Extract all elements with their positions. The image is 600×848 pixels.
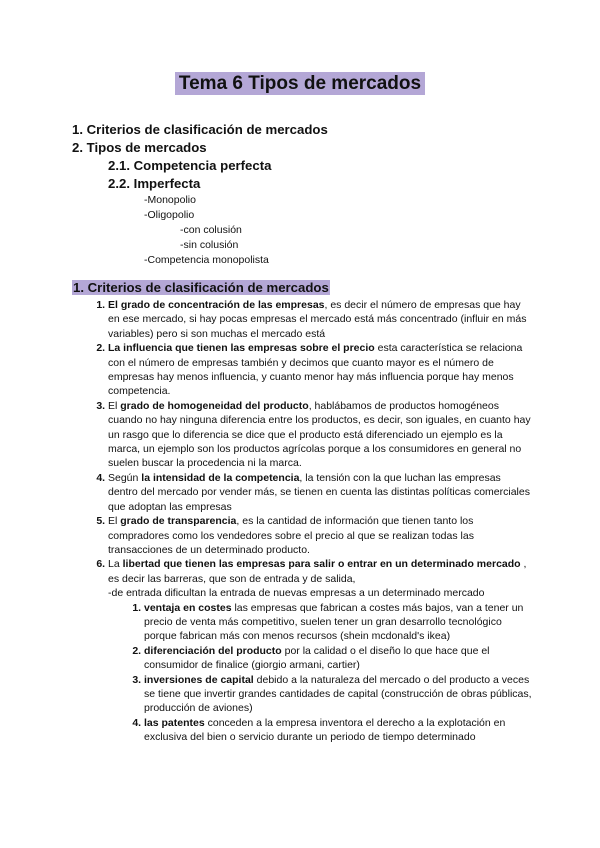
list-item-bold: El grado de concentración de las empresas [108,299,325,311]
toc-sub-con-colusion: -con colusión [180,224,242,236]
list-item: 4. Según la intensidad de la competencia, la tensión con la que luchan las empresas dentro del mercado por vender más, se tienen en cuenta las distintas políticas comerciales que adoptan las empresas [108,471,532,514]
sub-list-item: 4. las patentes conceden a la empresa inventora el derecho a la explotación en exclusiva del bien o servicio durante un periodo de tiempo determinado [144,716,532,745]
list-item-bold: grado de transparencia [120,515,237,528]
barrier-list [108,601,532,745]
document-title: Tema 6 Tipos de mercados [175,72,425,95]
list-item-bold: la intensidad de la competencia [141,471,300,484]
list-item: 6. La libertad que tienen las empresas para salir o entrar en un determinado mercado , es decir las barreras, que son de entrada y de salida, -de entrada dificultan la entrada de nuevas empresas a un determinado mercado 1. ventaja en costes las empresas que fabrican a costes más bajos, van a tener un precio de venta más competitivo, suelen tener un gran desarrollo tecnológico porque fabrican más con menos recursos (shein mcdonald's ikea) 2. diferenciación del producto por la calidad o el diseño lo que hace que el consumidor de finalice (giorgio armani, cartier) 3. inversiones de capital debido a la naturaleza del mercado o del producto a veces se tiene que invertir grandes cantidades de capital (construcción de obras públicas, producción de aviones) 4. las patentes conceden a la empresa inventora el derecho a la explotación en exclusiva del bien o servicio durante un periodo de tiempo determinado [108,557,532,744]
entry-barrier-note: -de entrada dificultan la entrada de nuevas empresas a un determinado mercado [108,587,485,600]
toc-item-2: 2. Tipos de mercados [72,140,207,155]
table-of-contents [72,121,328,268]
list-item: 3. El grado de homogeneidad del producto, hablábamos de productos homogéneos cuando no hay ninguna diferencia entre los productos, es decir, son iguales, en cuanto hay un rasgo que lo diferencia se dice que el producto está diferenciado un ejemplo es la marca, un ejemplo son los productos agrícolas porque a los consumidores en general no suelen buscar la procedencia ni la marca. [108,399,532,471]
list-item: 5. El grado de transparencia, es la cantidad de información que tienen tanto los compradores como los vendedores sobre el precio al que se realizan todas las transacciones de un determinado producto. [108,514,532,557]
list-item-bold: grado de homogeneidad del producto [120,399,309,412]
toc-item-2-2: 2.2. Imperfecta [108,176,201,191]
sub-list-item: 1. ventaja en costes las empresas que fabrican a costes más bajos, van a tener un precio de venta más competitivo, suelen tener un gran desarrollo tecnológico porque fabrican más con menos recursos (shein mcdonald's ikea) [144,601,532,644]
criteria-list [72,298,532,745]
sub-list-item: 2. diferenciación del producto por la calidad o el diseño lo que hace que el consumidor de finalice (giorgio armani, cartier) [144,644,532,673]
section-heading: 1. Criterios de clasificación de mercados [73,280,329,295]
toc-sub-sin-colusion: -sin colusión [180,239,239,251]
toc-sub-monopolio: -Monopolio [144,194,196,206]
toc-item-2-1: 2.1. Competencia perfecta [108,158,272,173]
toc-sub-oligopolio: -Oligopolio [144,209,195,221]
list-item: 1. El grado de concentración de las empresas, es decir el número de empresas que hay en ese mercado, si hay pocas empresas el mercado está más concentrado (influir en más variables) pero si son muchas el mercado está [108,298,532,341]
list-item-bold: La influencia que tienen las empresas sobre el precio [108,342,375,355]
list-item-bold: libertad que tienen las empresas para salir o entrar en un determinado mercado [122,558,521,571]
toc-sub-competencia-monopolista: -Competencia monopolista [144,254,269,266]
section-body [72,298,532,745]
toc-item-1: 1. Criterios de clasificación de mercados [72,122,328,137]
sub-list-item: 3. inversiones de capital debido a la naturaleza del mercado o del producto a veces se tiene que invertir grandes cantidades de capital (construcción de obras públicas, producción de aviones) [144,673,532,716]
section-heading-wrap [72,280,330,295]
list-item: 2. La influencia que tienen las empresas sobre el precio esta característica se relaciona con el número de empresas también y decimos que cuanto mayor es el número de empresas hay menos influencia, y cuanto menor hay más influencia porque hay menos competencia. [108,341,532,399]
document-title-wrap [0,73,600,95]
